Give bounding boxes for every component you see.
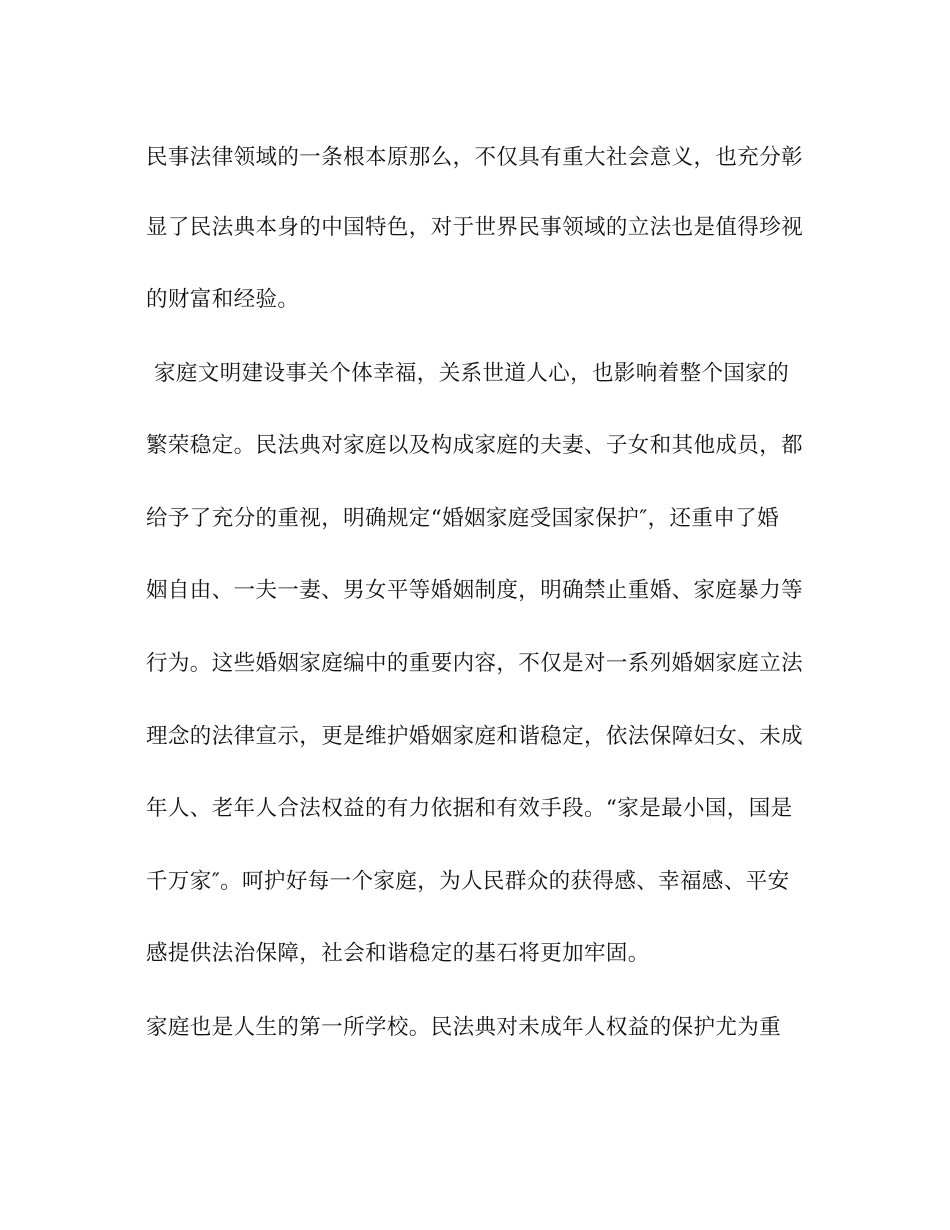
paragraph-line: 显了民法典本身的中国特色，对于世界民事领域的立法也是值得珍视 — [146, 215, 804, 240]
paragraph-line: 民事法律领域的一条根本原那么，不仅具有重大社会意义，也充分彰 — [146, 145, 804, 170]
paragraph-line: 年人、老年人合法权益的有力依据和有效手段。“家是最小国，国是 — [146, 796, 793, 821]
paragraph-line: 感提供法治保障，社会和谐稳定的基石将更加牢固。 — [146, 941, 650, 966]
paragraph-line: 千万家″。呵护好每一个家庭，为人民群众的获得感、幸福感、平安 — [146, 869, 790, 894]
paragraph-line: 行为。这些婚姻家庭编中的重要内容，不仅是对一系列婚姻家庭立法 — [146, 651, 804, 676]
paragraph-line: 理念的法律宣示，更是维护婚姻家庭和谐稳定，依法保障妇女、未成 — [146, 724, 804, 749]
paragraph-line: 姻自由、一夫一妻、男女平等婚姻制度，明确禁止重婚、家庭暴力等 — [146, 578, 804, 603]
paragraph-line: 给予了充分的重视，明确规定“婚姻家庭受国家保护″，还重申了婚 — [146, 506, 780, 531]
paragraph-line: 家庭文明建设事关个体幸福，关系世道人心，也影响着整个国家的 — [154, 361, 790, 386]
paragraph-line: 的财富和经验。 — [146, 287, 300, 312]
paragraph-line: 家庭也是人生的第一所学校。民法典对未成年人权益的保护尤为重 — [146, 1015, 782, 1040]
paragraph-line: 繁荣稳定。民法典对家庭以及构成家庭的夫妻、子女和其他成员，都 — [146, 433, 804, 458]
